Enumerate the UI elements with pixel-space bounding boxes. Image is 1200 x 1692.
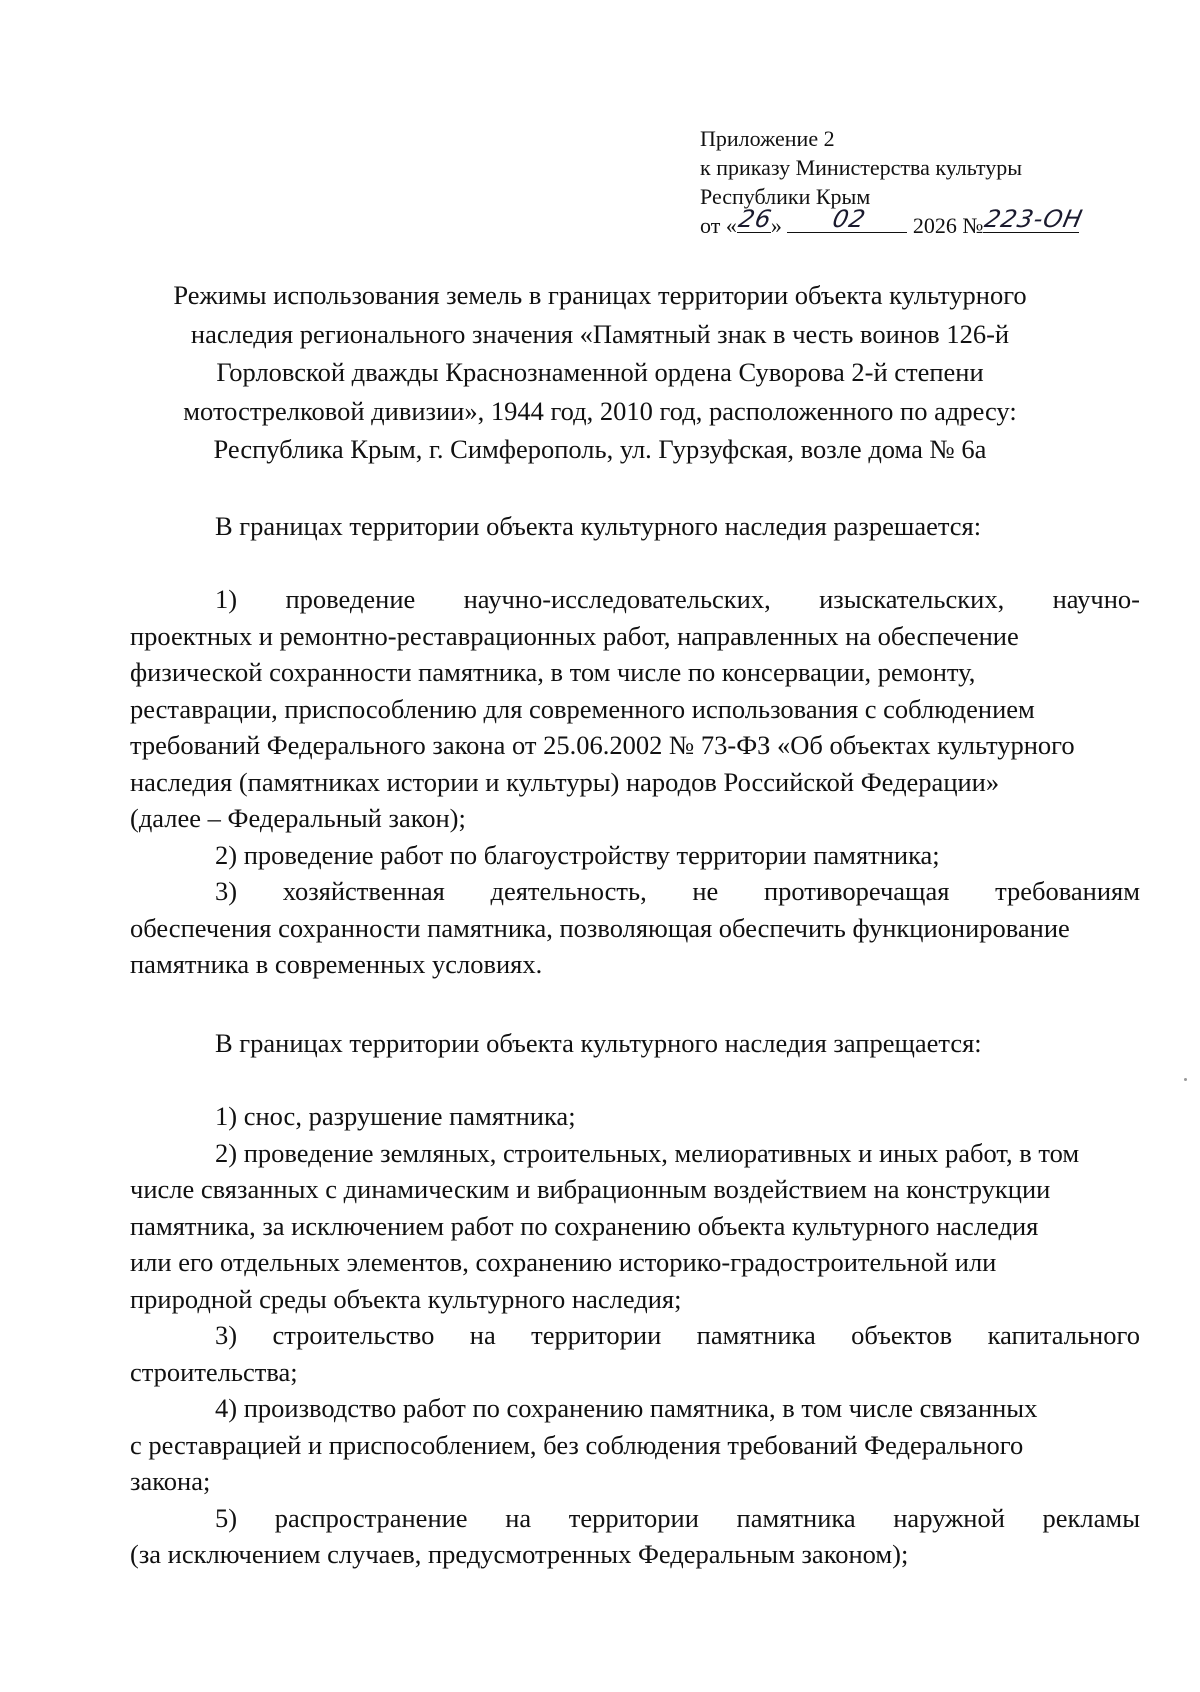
word: научно-: [1052, 584, 1140, 614]
text-line: памятника в современных условиях.: [130, 949, 543, 979]
allowed-heading: В границах территории объекта культурного наследия разрешается:: [215, 511, 982, 541]
text-line: наследия (памятниках истории и культуры) народов Российской Федерации»: [130, 766, 1000, 797]
text-line: (за исключением случаев, предусмотренных Федеральным законом);: [130, 1539, 909, 1569]
order-number: 223-ОН: [982, 205, 1086, 233]
forbidden-item-3-first-line: [130, 1317, 1140, 1354]
text-line: памятника, за исключением работ по сохранению объекта культурного наследия: [130, 1210, 1039, 1241]
text-line: обеспечения сохранности памятника, позволяющая обеспечить функционирование: [130, 912, 1070, 943]
text-line: или его отдельных элементов, сохранению историко-градостроительной или: [130, 1247, 997, 1277]
allowed-item-2: 2) проведение работ по благоустройству территории памятника;: [215, 839, 940, 870]
forbidden-item-2-first-line: 2) проведение земляных, строительных, мелиоративных и иных работ, в том: [215, 1137, 1080, 1168]
forbidden-list: [130, 1098, 1140, 1573]
word: научно-исследовательских,: [463, 584, 771, 614]
word: территории: [568, 1502, 699, 1533]
order-number-blank: [982, 205, 1086, 233]
allowed-list: [130, 581, 1140, 983]
date-day-blank: [735, 205, 775, 233]
word: не: [692, 876, 719, 906]
date-month-blank: [787, 205, 907, 233]
appendix-region: Республики Крым: [700, 184, 871, 209]
scan-speck: [1184, 1078, 1187, 1081]
word: на: [505, 1502, 532, 1533]
forbidden-item-1: 1) снос, разрушение памятника;: [215, 1101, 576, 1131]
text-line: закона;: [130, 1466, 211, 1496]
allowed-item-3-first-line: [130, 873, 1140, 910]
word: 3): [215, 876, 238, 906]
text-line: реставрации, приспособлению для современного использования с соблюдением: [130, 693, 1035, 724]
word: проведение: [285, 584, 416, 614]
date-year: 2026 №: [912, 213, 984, 238]
word: капитального: [987, 1320, 1140, 1350]
text-line: физической сохранности памятника, в том числе по консервации, ремонту,: [130, 657, 976, 687]
word: распространение: [274, 1502, 468, 1533]
word: 3): [215, 1320, 238, 1350]
allowed-item-1-first-line: [130, 581, 1140, 618]
word: памятника: [696, 1320, 816, 1350]
date-mid: »: [770, 213, 782, 238]
text-line: с реставрацией и приспособлением, без соблюдения требований Федерального: [130, 1429, 1024, 1460]
document-title: [120, 276, 1080, 469]
text-line: природной среды объекта культурного наследия;: [130, 1283, 682, 1314]
title-line: мотострелковой дивизии», 1944 год, 2010 год, расположенного по адресу:: [183, 395, 1017, 426]
date-prefix: от «: [700, 213, 737, 238]
word: 5): [215, 1502, 238, 1533]
word: памятника: [736, 1502, 856, 1533]
title-line: наследия регионального значения «Памятный знак в честь воинов 126-й: [190, 318, 1010, 349]
text-line: числе связанных с динамическим и вибрационным воздействием на конструкции: [130, 1174, 1051, 1204]
title-line: Режимы использования земель в границах территории объекта культурного: [173, 280, 1027, 310]
appendix-label: Приложение 2: [700, 126, 835, 151]
word: изыскательских,: [819, 584, 1005, 614]
title-line: Республика Крым, г. Симферополь, ул. Гурзуфская, возле дома № 6а: [213, 434, 987, 464]
forbidden-item-4-first-line: 4) производство работ по сохранению памятника, в том числе связанных: [215, 1393, 1038, 1423]
word: наружной: [893, 1502, 1005, 1533]
word: деятельность,: [490, 876, 647, 906]
text-line: (далее – Федеральный закон);: [130, 803, 466, 833]
word: противоречащая: [763, 876, 950, 906]
word: на: [469, 1320, 496, 1350]
word: хозяйственная: [282, 876, 445, 906]
word: территории: [531, 1320, 662, 1350]
word: рекламы: [1042, 1502, 1140, 1533]
text-line: проектных и ремонтно-реставрационных работ, направленных на обеспечение: [130, 620, 1019, 651]
date-month: 02: [830, 205, 869, 233]
forbidden-heading: В границах территории объекта культурного наследия запрещается:: [215, 1028, 982, 1058]
date-day: 26: [735, 205, 775, 233]
text-line: строительства;: [130, 1356, 298, 1387]
appendix-header: [700, 124, 1086, 240]
text-line: требований Федерального закона от 25.06.2002 № 73-ФЗ «Об объектах культурного: [130, 730, 1075, 760]
order-date-line: [700, 205, 1086, 240]
word: объектов: [851, 1320, 953, 1350]
word: требованиям: [995, 876, 1140, 906]
word: 1): [215, 584, 238, 614]
title-line: Горловской дважды Краснознаменной ордена Суворова 2-й степени: [216, 357, 984, 387]
forbidden-item-5-first-line: [130, 1500, 1140, 1537]
word: строительство: [272, 1320, 435, 1350]
appendix-order-ref: к приказу Министерства культуры: [700, 155, 1023, 180]
